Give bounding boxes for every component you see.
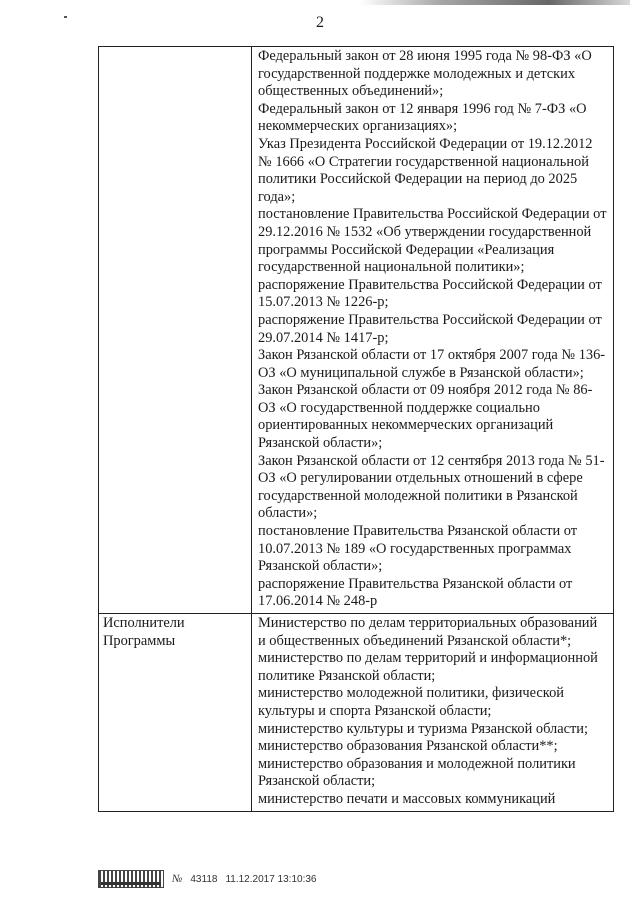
legal-act-entry: Закон Рязанской области от 09 ноября 2012 года № 86-ОЗ «О государственной поддержке социально ориентированных некоммерческих организаций Рязанской области»; xyxy=(258,382,593,452)
document-number: 43118 xyxy=(190,873,218,885)
executor-entry: министерство культуры и туризма Рязанской области; xyxy=(258,720,588,737)
legal-act-entry: распоряжение Правительства Российской Федерации от 15.07.2013 № 1226-р; xyxy=(258,276,602,311)
number-sign: № xyxy=(172,873,183,885)
executor-entry: министерство молодежной политики, физической культуры и спорта Рязанской области; xyxy=(258,685,564,719)
registry-logo-icon xyxy=(98,870,164,888)
executor-entry: министерство печати и массовых коммуникаций xyxy=(258,790,556,807)
legal-act-entry: постановление Правительства Российской Федерации от 29.12.2016 № 1532 «Об утверждении государственной программы Российской Федерации «Реализация государственной национальной политики»; xyxy=(258,206,607,276)
legal-act-entry: Федеральный закон от 12 января 1996 год № 7-ФЗ «О некоммерческих организациях»; xyxy=(258,100,587,135)
table-row-executors xyxy=(99,614,614,812)
executor-entry: Министерство по делам территориальных образований и общественных объединений Рязанской области*; xyxy=(258,615,598,649)
executors-value-cell xyxy=(252,614,614,812)
legal-act-entry: постановление Правительства Рязанской области от 10.07.2013 № 189 «О государственных программах Рязанской области»; xyxy=(258,523,578,575)
scan-artifact-top xyxy=(360,0,630,5)
executor-entry: министерство образования и молодежной политики Рязанской области; xyxy=(258,755,576,790)
page-number: 2 xyxy=(316,14,324,31)
legal-act-entry: Федеральный закон от 28 июня 1995 года № 98-ФЗ «О государственной поддержке молодежных и детских общественных объединений»; xyxy=(258,48,592,100)
legal-act-entry: Указ Президента Российской Федерации от 19.12.2012 № 1666 «О Стратегии государственной национальной политики Российской Федерации на период до 2025 года»; xyxy=(258,135,593,205)
legal-basis-label-cell xyxy=(99,47,252,614)
legal-basis-value-cell xyxy=(252,47,614,614)
legal-act-entry: Закон Рязанской области от 12 сентября 2013 года № 51-ОЗ «О регулировании отдельных отношений в сфере государственной молодежной политики в Рязанской области»; xyxy=(258,452,605,522)
legal-act-entry: Закон Рязанской области от 17 октября 2007 года № 136-ОЗ «О муниципальной службе в Рязанской области»; xyxy=(258,347,606,381)
legal-act-entry: распоряжение Правительства Российской Федерации от 29.07.2014 № 1417-р; xyxy=(258,311,602,346)
executors-label: Исполнители Программы xyxy=(99,614,252,812)
document-timestamp: 11.12.2017 13:10:36 xyxy=(225,873,317,885)
legal-act-entry: распоряжение Правительства Рязанской области от 17.06.2014 № 248-р xyxy=(258,575,573,610)
document-footer xyxy=(98,870,316,888)
table-row-legal-basis xyxy=(99,47,614,614)
executor-entry: министерство образования Рязанской области**; xyxy=(258,738,558,755)
program-passport-table xyxy=(98,46,614,812)
executor-entry: министерство по делам территорий и информационной политике Рязанской области; xyxy=(258,650,598,684)
